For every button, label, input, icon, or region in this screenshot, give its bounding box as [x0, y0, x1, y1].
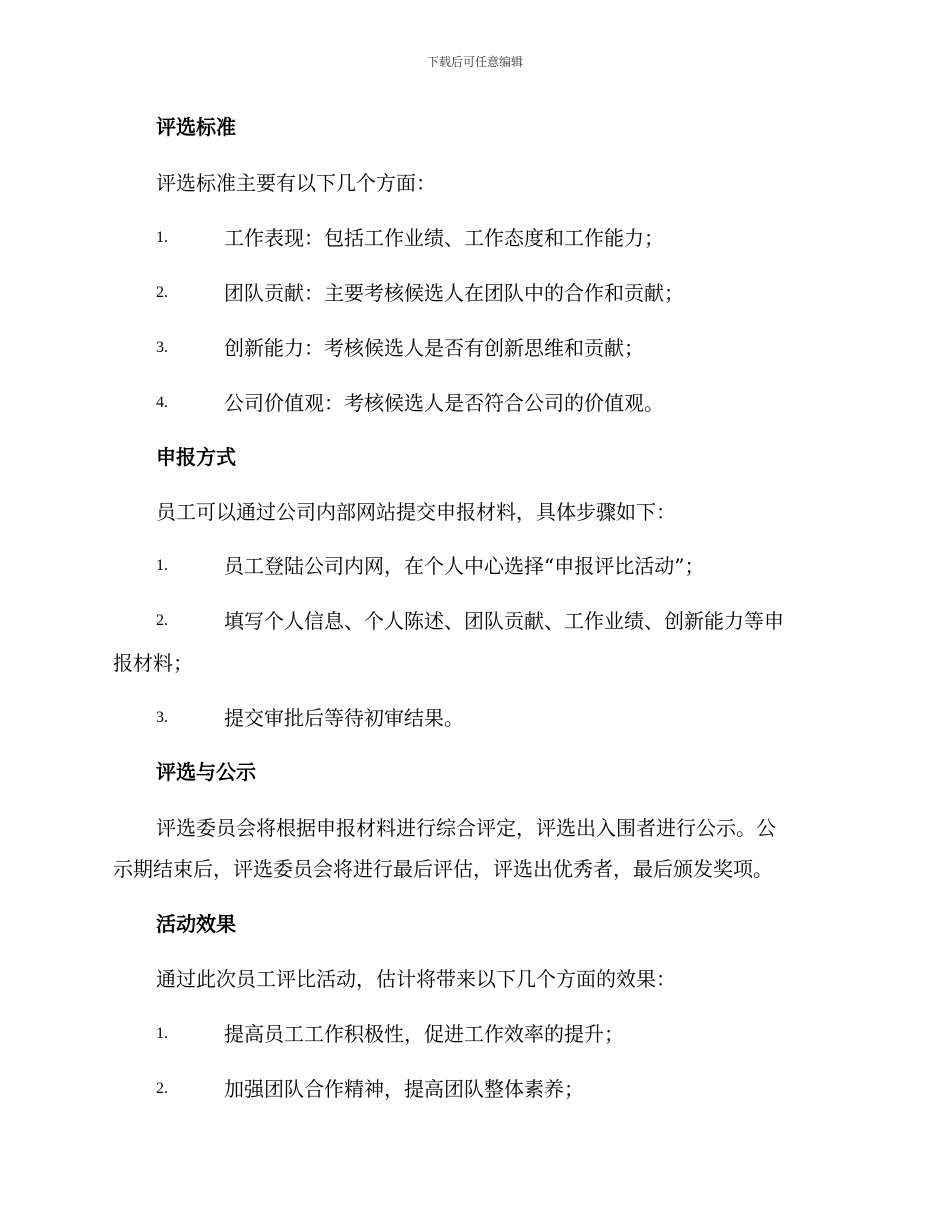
- selection-heading: 评选与公示: [156, 760, 256, 784]
- list-number: 1.: [156, 229, 168, 246]
- criteria-heading: 评选标准: [156, 115, 236, 139]
- list-text: 提交审批后等待初审结果。: [224, 706, 464, 730]
- list-number: 2.: [156, 284, 168, 301]
- list-text: 公司价值观：考核候选人是否符合公司的价值观。: [224, 391, 664, 415]
- list-text: 加强团队合作精神，提高团队整体素养；: [224, 1077, 584, 1101]
- list-text: 填写个人信息、个人陈述、团队贡献、工作业绩、创新能力等申: [224, 609, 784, 633]
- list-text: 提高员工工作积极性，促进工作效率的提升；: [224, 1022, 624, 1046]
- page-header-note: 下载后可任意编辑: [426, 55, 523, 69]
- effects-intro: 通过此次员工评比活动，估计将带来以下几个方面的效果：: [156, 967, 676, 991]
- list-number: 3.: [156, 339, 168, 356]
- list-number: 4.: [156, 394, 168, 411]
- list-number: 2.: [156, 1080, 168, 1097]
- criteria-intro: 评选标准主要有以下几个方面：: [156, 171, 436, 195]
- list-text-continuation: 报材料；: [113, 651, 193, 675]
- list-text: 团队贡献：主要考核候选人在团队中的合作和贡献；: [224, 281, 684, 305]
- selection-paragraph-line-2: 示期结束后，评选委员会将进行最后评估，评选出优秀者，最后颁发奖项。: [113, 857, 773, 881]
- list-text: 创新能力：考核候选人是否有创新思维和贡献；: [224, 336, 644, 360]
- list-number: 2.: [156, 612, 168, 629]
- effects-heading: 活动效果: [156, 912, 236, 936]
- list-number: 1.: [156, 1025, 168, 1042]
- selection-paragraph-line-1: 评选委员会将根据申报材料进行综合评定，评选出入围者进行公示。公: [156, 816, 776, 840]
- list-number: 3.: [156, 709, 168, 726]
- list-text: 工作表现：包括工作业绩、工作态度和工作能力；: [224, 226, 664, 250]
- application-intro: 员工可以通过公司内部网站提交申报材料，具体步骤如下：: [156, 500, 676, 524]
- list-number: 1.: [156, 557, 168, 574]
- list-text: 员工登陆公司内网，在个人中心选择“申报评比活动”；: [224, 554, 705, 578]
- application-heading: 申报方式: [156, 445, 236, 469]
